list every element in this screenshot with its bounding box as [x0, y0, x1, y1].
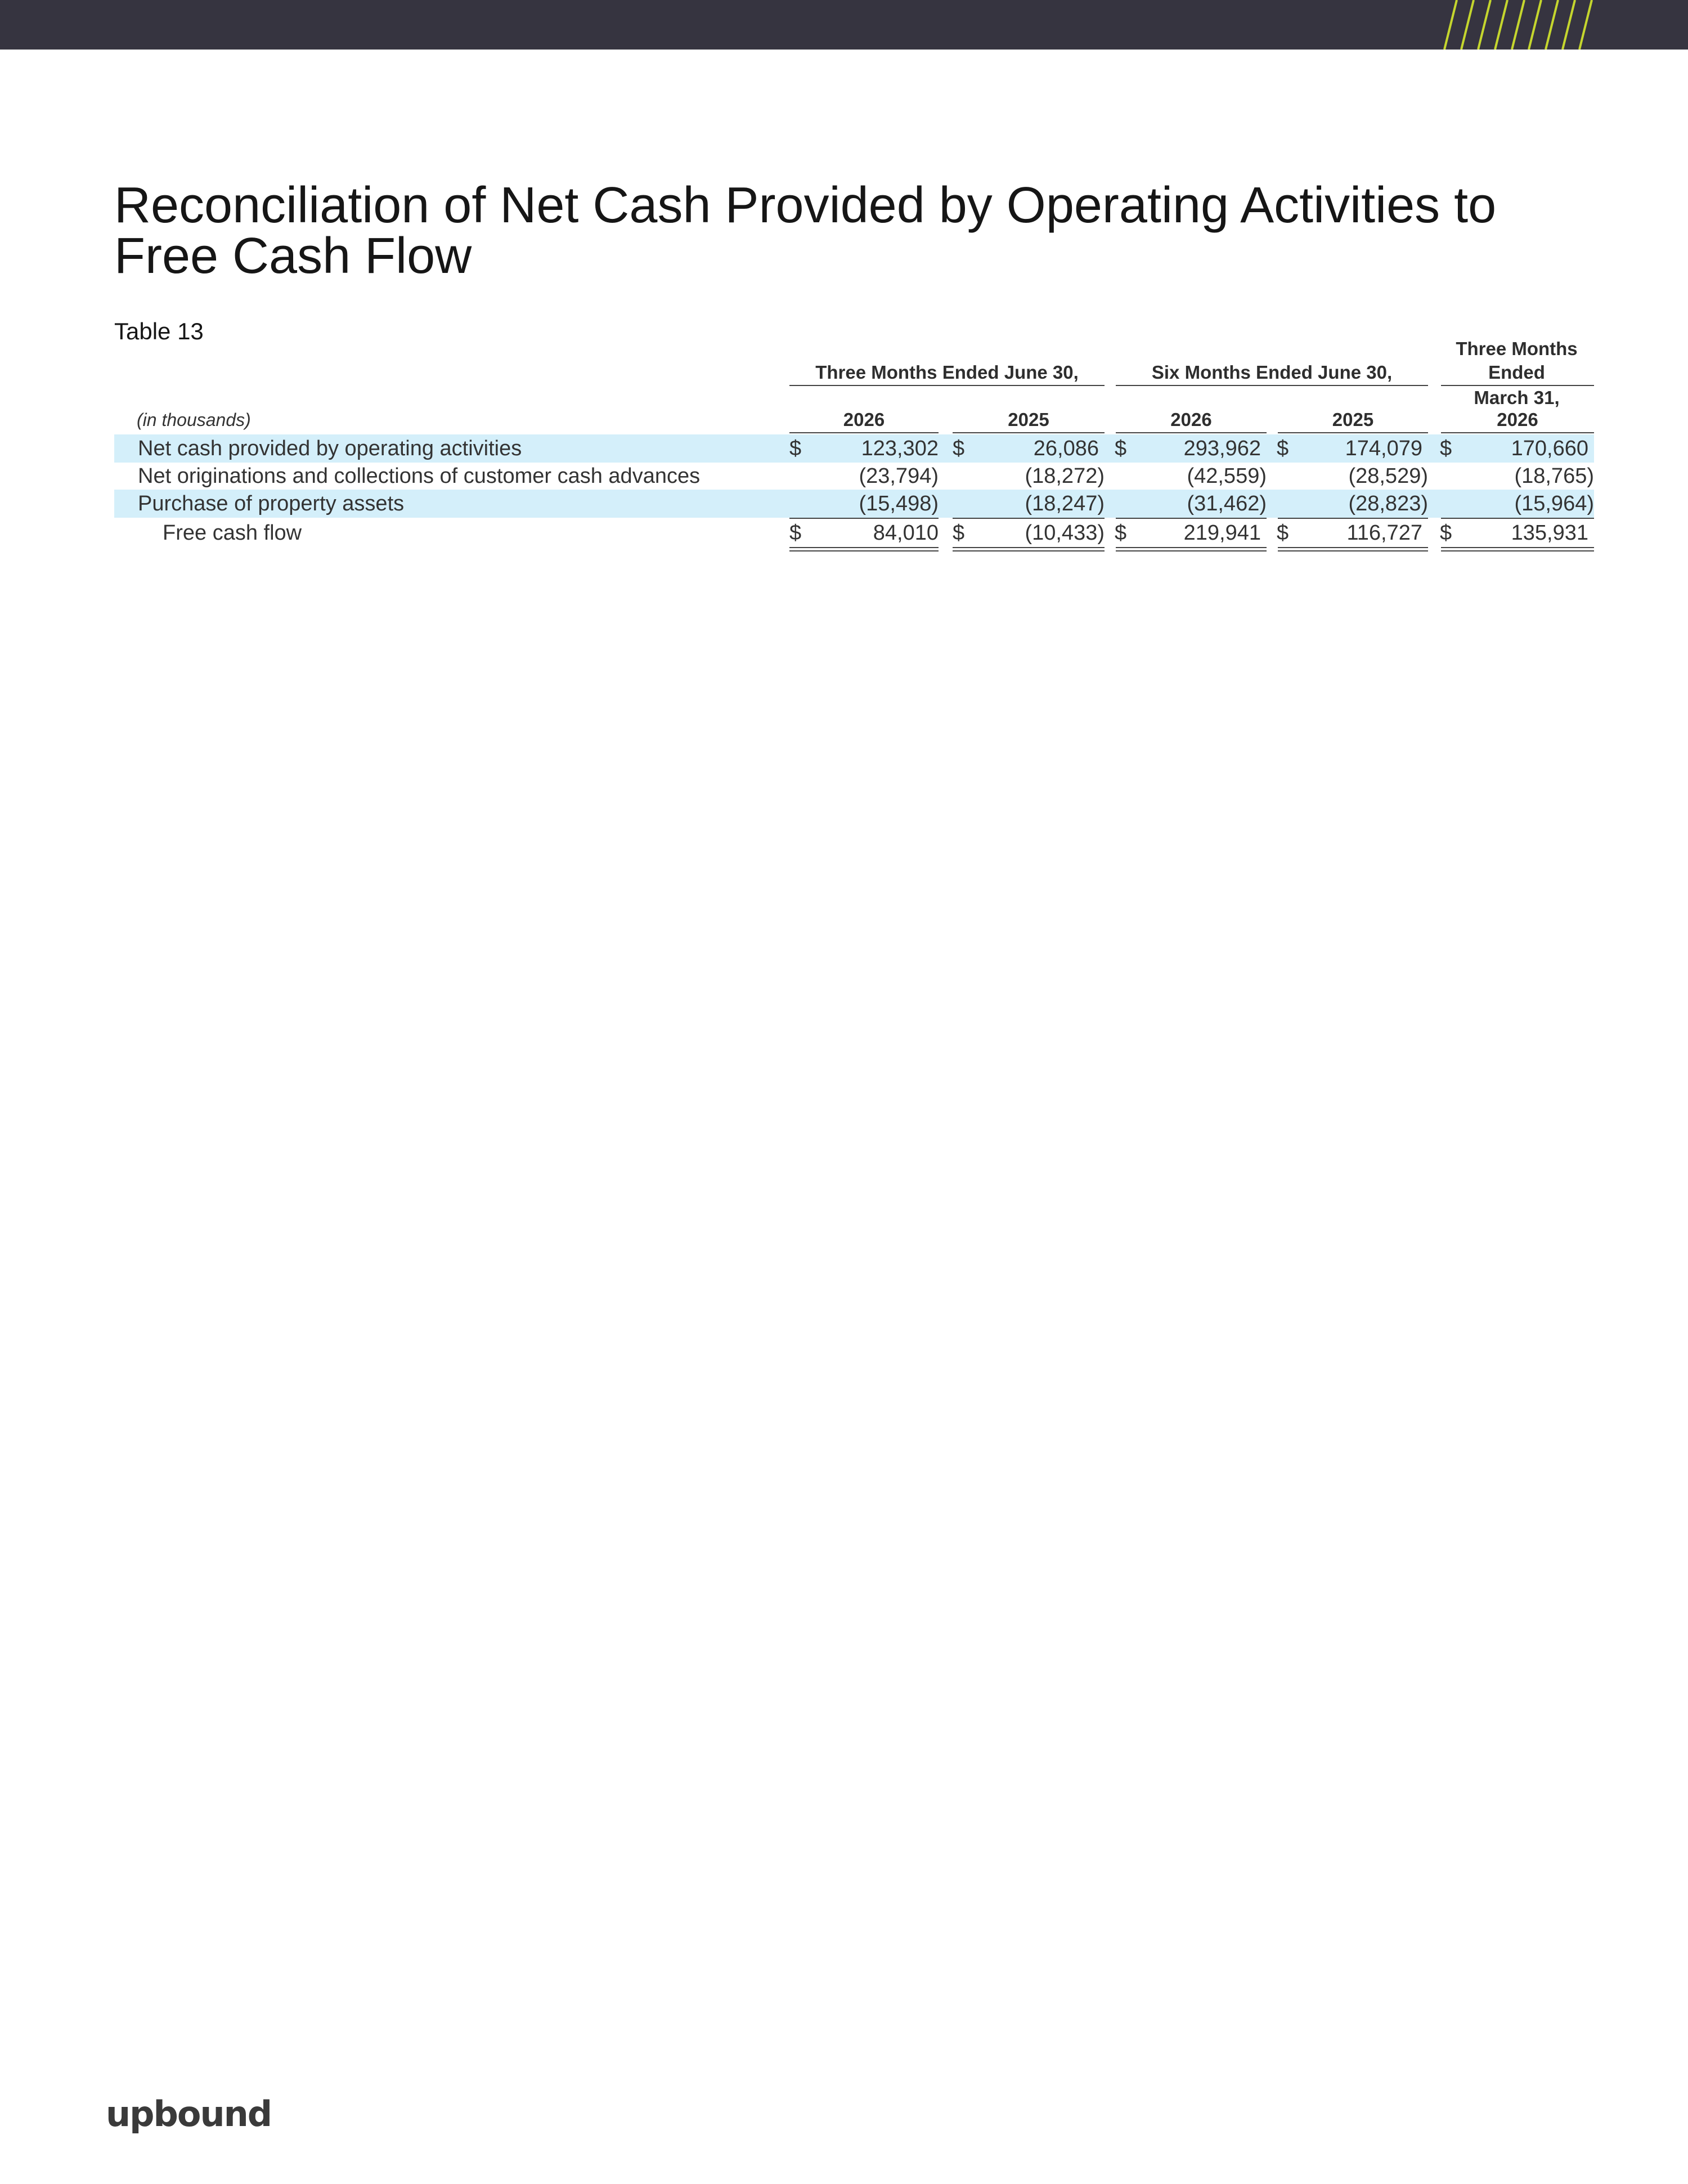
total-double-underline	[953, 550, 1105, 551]
column-header-year: 2025	[1008, 409, 1049, 430]
table-cell: 293,962	[1183, 437, 1261, 460]
currency-symbol: $	[953, 521, 965, 545]
year-underline	[1278, 432, 1428, 433]
header-march-line1: Three Months	[1456, 338, 1578, 359]
table-cell: (15,964)	[1514, 492, 1594, 515]
currency-symbol: $	[1440, 521, 1452, 545]
currency-symbol: $	[789, 521, 802, 545]
total-double-underline	[1441, 547, 1594, 548]
header-three-months-june: Three Months Ended June 30,	[815, 362, 1079, 383]
currency-symbol: $	[953, 437, 965, 460]
column-header-year: 2026	[1497, 409, 1538, 430]
table-cell: (18,247)	[1025, 492, 1105, 515]
year-underline	[789, 432, 939, 433]
header-underline	[1116, 385, 1428, 386]
table-cell: (28,823)	[1348, 492, 1428, 515]
currency-symbol: $	[1115, 521, 1127, 545]
total-double-underline	[1441, 550, 1594, 551]
currency-symbol: $	[1277, 521, 1289, 545]
page-title: Reconciliation of Net Cash Provided by Operating Activities to Free Cash Flow	[114, 177, 1497, 284]
currency-symbol: $	[1440, 437, 1452, 460]
top-header-band	[0, 0, 1688, 50]
header-six-months-june: Six Months Ended June 30,	[1151, 362, 1393, 383]
total-double-underline	[789, 550, 939, 551]
column-header-year: 2026	[1170, 409, 1212, 430]
table-cell: 219,941	[1183, 521, 1261, 545]
table-cell: 26,086	[1033, 437, 1099, 460]
total-double-underline	[1278, 550, 1428, 551]
free-cash-flow-table	[114, 338, 1594, 560]
currency-symbol: $	[1277, 437, 1289, 460]
upbound-logo: upbound	[106, 2093, 272, 2134]
row-label-cash-advances: Net originations and collections of customer cash advances	[138, 464, 701, 488]
header-underline	[789, 385, 1105, 386]
total-double-underline	[789, 547, 939, 548]
table-cell: (42,559)	[1187, 464, 1267, 488]
row-label-free-cash-flow: Free cash flow	[163, 521, 302, 545]
table-cell: 174,079	[1345, 437, 1422, 460]
header-march-line3: March 31,	[1474, 387, 1560, 408]
table-cell: 135,931	[1511, 521, 1588, 545]
year-underline	[953, 432, 1105, 433]
subtotal-underline	[953, 518, 1105, 519]
total-double-underline	[1278, 547, 1428, 548]
table-cell: (23,794)	[859, 464, 939, 488]
table-caption: Table 13	[114, 318, 204, 344]
year-underline	[1116, 432, 1267, 433]
header-march-line2: Ended	[1488, 362, 1545, 383]
table-cell: (28,529)	[1348, 464, 1428, 488]
subtotal-underline	[1278, 518, 1428, 519]
table-cell: 123,302	[861, 437, 939, 460]
table-cell: (18,765)	[1514, 464, 1594, 488]
year-underline	[1441, 432, 1594, 433]
table-cell: (18,272)	[1025, 464, 1105, 488]
diagonal-stripes-icon	[1432, 0, 1618, 50]
table-cell: 116,727	[1346, 521, 1422, 545]
table-cell: 84,010	[873, 521, 939, 545]
row-label-operating-cash: Net cash provided by operating activities	[138, 437, 522, 460]
table-cell: (31,462)	[1187, 492, 1267, 515]
subtotal-underline	[1441, 518, 1594, 519]
currency-symbol: $	[1115, 437, 1127, 460]
total-double-underline	[1116, 547, 1267, 548]
column-header-year: 2025	[1332, 409, 1374, 430]
subtotal-underline	[1116, 518, 1267, 519]
table-cell: 170,660	[1511, 437, 1588, 460]
units-label: (in thousands)	[137, 410, 251, 430]
subtotal-underline	[789, 518, 939, 519]
currency-symbol: $	[789, 437, 802, 460]
total-double-underline	[1116, 550, 1267, 551]
table-cell: (15,498)	[859, 492, 939, 515]
row-label-property-assets: Purchase of property assets	[138, 492, 405, 515]
table-cell: (10,433)	[1025, 521, 1105, 545]
header-underline	[1441, 385, 1594, 386]
column-header-year: 2026	[843, 409, 885, 430]
total-double-underline	[953, 547, 1105, 548]
